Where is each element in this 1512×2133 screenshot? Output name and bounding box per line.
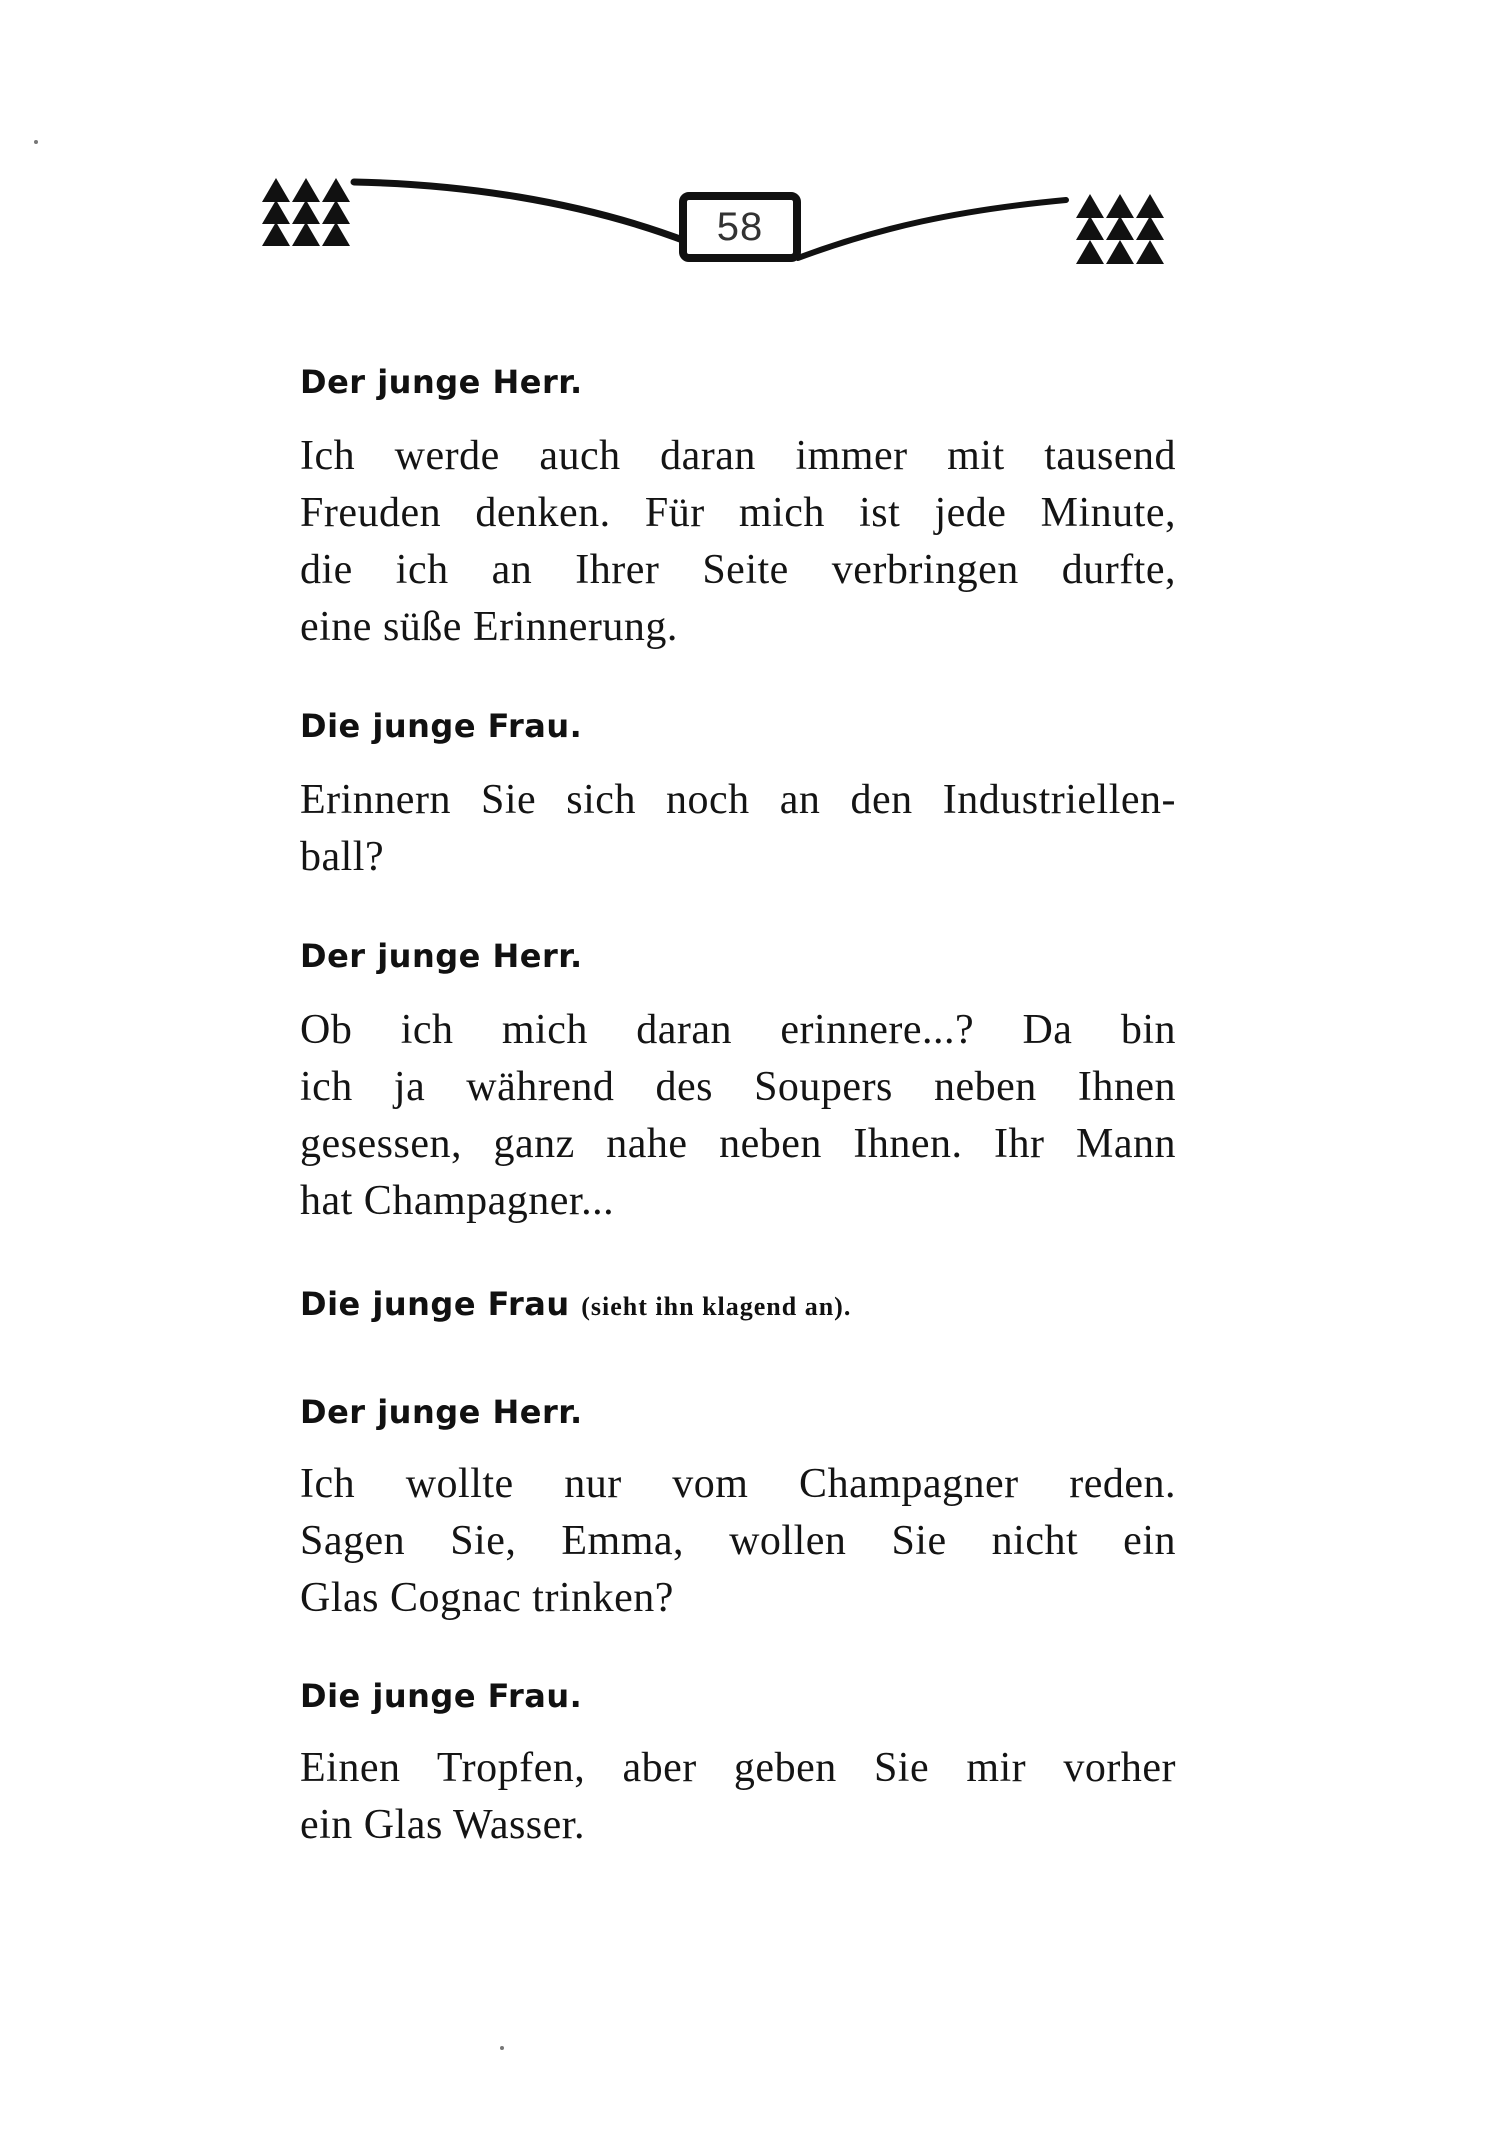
stage-direction: (sieht ihn klagend an).	[581, 1292, 852, 1321]
text-line: ball?	[300, 834, 385, 880]
text-line: eine süße Erinnerung.	[300, 604, 678, 650]
dialogue-text	[300, 1740, 1176, 1854]
text-line: Einen Tropfen, aber geben Sie mir vorher	[300, 1745, 1176, 1791]
speaker-label: Die junge Frau.	[300, 1677, 583, 1715]
dialogue-block	[300, 362, 1176, 402]
page-number-frame	[679, 192, 801, 262]
dialogue-block	[300, 1284, 1176, 1327]
dialogue-text	[300, 1456, 1176, 1627]
text-line: Ich werde auch daran immer mit tausend	[300, 433, 1176, 479]
dialogue-text	[300, 772, 1176, 886]
text-line: hat Champagner...	[300, 1178, 615, 1224]
text-line: ein Glas Wasser.	[300, 1802, 585, 1848]
dialogue-block	[300, 936, 1176, 976]
text-line: Ich wollte nur vom Champagner reden.	[300, 1461, 1176, 1507]
text-line: ich ja während des Soupers neben Ihnen	[300, 1064, 1176, 1110]
speaker-label: Die junge Frau	[300, 1285, 570, 1323]
page-header-ornament	[258, 170, 1218, 290]
speaker-label: Die junge Frau.	[300, 707, 583, 745]
speaker-label: Der junge Herr.	[300, 937, 583, 975]
page-number: 58	[716, 204, 764, 249]
scan-speck	[34, 140, 38, 144]
dialogue-block	[300, 1392, 1176, 1432]
dialogue-block	[300, 1676, 1176, 1716]
text-line: Sagen Sie, Emma, wollen Sie nicht ein	[300, 1518, 1176, 1564]
dialogue-block	[300, 706, 1176, 746]
speaker-label: Der junge Herr.	[300, 363, 583, 401]
text-line: gesessen, ganz nahe neben Ihnen. Ihr Mann	[300, 1121, 1176, 1167]
text-line: Ob ich mich daran erinnere...? Da bin	[300, 1007, 1176, 1053]
speaker-label: Der junge Herr.	[300, 1393, 583, 1431]
scan-speck	[500, 2046, 504, 2050]
dialogue-text	[300, 1002, 1176, 1230]
text-line: Erinnern Sie sich noch an den Industriellen-	[300, 777, 1176, 823]
text-line: die ich an Ihrer Seite verbringen durfte,	[300, 547, 1176, 593]
speaker-line	[300, 1284, 1176, 1327]
text-line: Freuden denken. Für mich ist jede Minute,	[300, 490, 1176, 536]
dialogue-text	[300, 428, 1176, 656]
text-line: Glas Cognac trinken?	[300, 1575, 674, 1621]
